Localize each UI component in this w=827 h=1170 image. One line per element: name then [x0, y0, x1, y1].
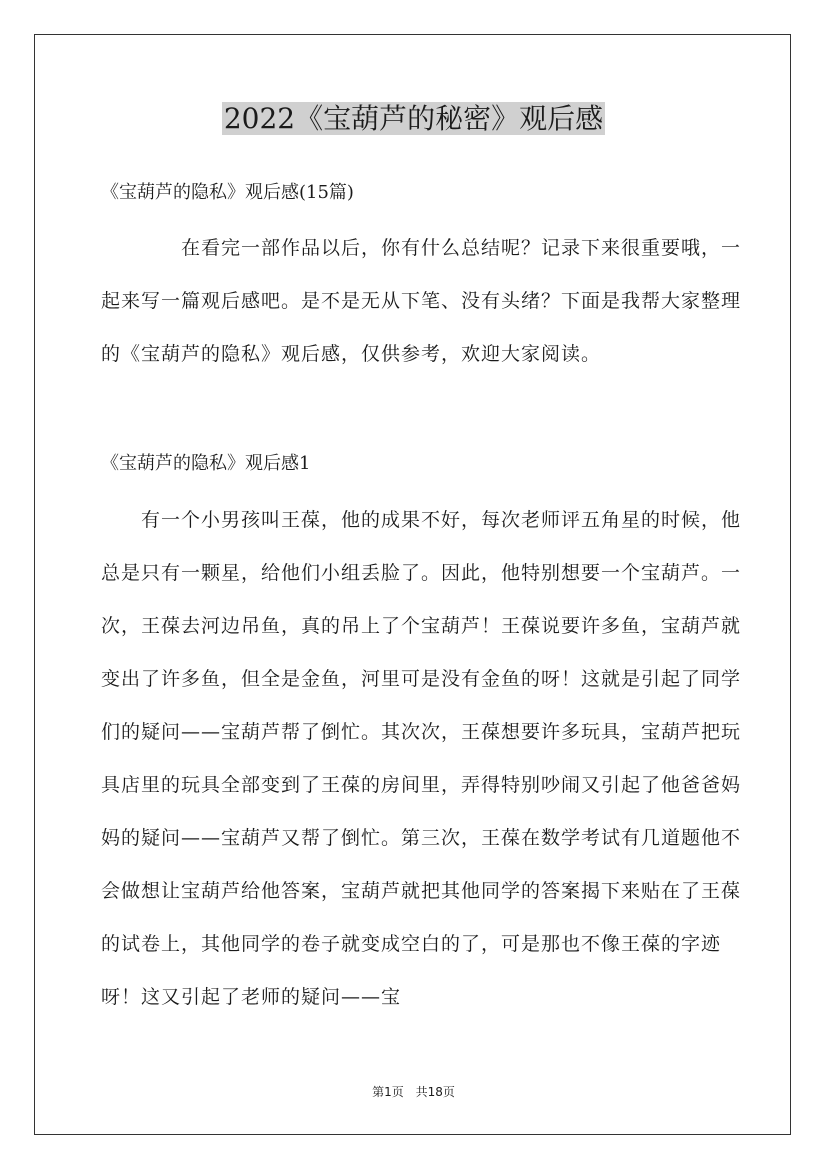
document-title-wrap — [0, 98, 827, 140]
page-total: 共18页 — [415, 1085, 455, 1099]
document-subtitle: 《宝葫芦的隐私》观后感(15篇) — [101, 182, 354, 203]
document-title: 2022《宝葫芦的秘密》观后感 — [223, 102, 604, 135]
page-number: 第1页 — [372, 1085, 404, 1099]
body-paragraph: 有一个小男孩叫王葆，他的成果不好，每次老师评五角星的时候，他总是只有一颗星，给他们小组丢脸了。因此，他特别想要一个宝葫芦。一次，王葆去河边吊鱼，真的吊上了个宝葫芦！王葆说要许多鱼，宝葫芦就变出了许多鱼，但全是金鱼，河里可是没有金鱼的呀！这就是引起了同学们的疑问——宝葫芦帮了倒忙。其次次，王葆想要许多玩具，宝葫芦把玩具店里的玩具全部变到了王葆的房间里，弄得特别吵闹又引起了他爸爸妈妈的疑问——宝葫芦又帮了倒忙。第三次，王葆在数学考试有几道题他不会做想让宝葫芦给他答案，宝葫芦就把其他同学的答案揭下来贴在了王葆的试卷上，其他同学的卷子就变成空白的了，可是那也不像王葆的字迹呀！这又引起了老师的疑问——宝 — [101, 509, 742, 1008]
intro-paragraph: 在看完一部作品以后，你有什么总结呢？记录下来很重要哦，一起来写一篇观后感吧。是不是无从下笔、没有头绪？下面是我帮大家整理的《宝葫芦的隐私》观后感，仅供参考，欢迎大家阅读。 — [101, 237, 742, 365]
section-heading: 《宝葫芦的隐私》观后感1 — [101, 453, 311, 474]
page-footer — [0, 1083, 827, 1100]
